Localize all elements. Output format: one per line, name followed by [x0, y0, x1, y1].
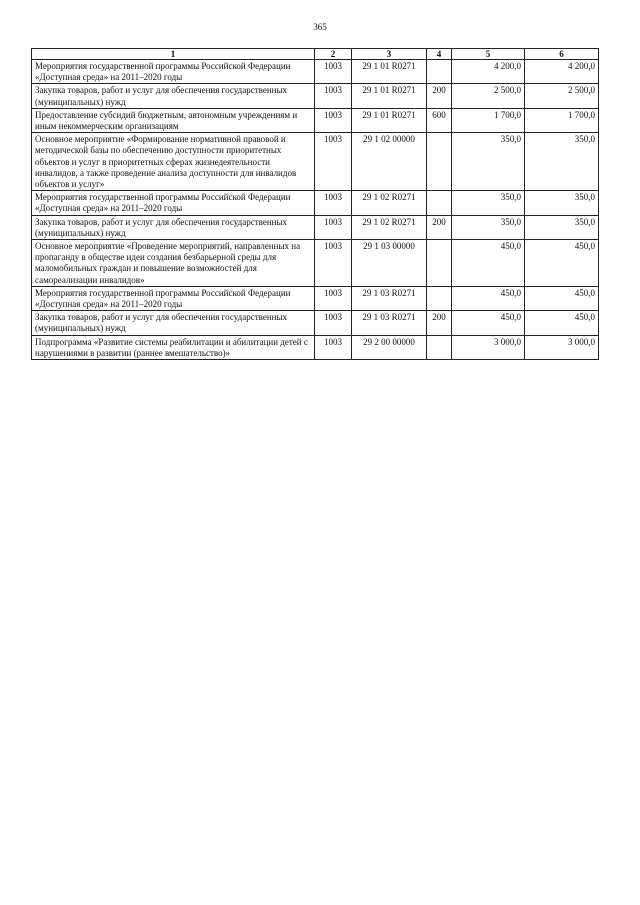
- row-name: Основное мероприятие «Проведение мероприятий, направленных на пропаганду в обществе идеи создания безбарьерной среды для маломобильных граждан и повышение возможностей для самореализации инвалидов»: [32, 240, 315, 287]
- row-expense-type: 200: [427, 215, 452, 239]
- row-expense-type: [427, 240, 452, 287]
- row-amount-2: 2 500,0: [525, 84, 599, 108]
- row-section: 1003: [315, 84, 352, 108]
- row-name: Мероприятия государственной программы Российской Федерации «Доступная среда» на 2011–2020 годы: [32, 286, 315, 310]
- row-name: Мероприятия государственной программы Российской Федерации «Доступная среда» на 2011–2020 годы: [32, 60, 315, 84]
- row-amount-1: 350,0: [452, 215, 525, 239]
- row-expense-type: 600: [427, 108, 452, 132]
- row-amount-1: 2 500,0: [452, 84, 525, 108]
- row-section: 1003: [315, 286, 352, 310]
- row-expense-type: [427, 286, 452, 310]
- page-number: 365: [313, 22, 327, 32]
- row-section: 1003: [315, 311, 352, 335]
- table-row: [32, 286, 599, 310]
- table-row: [32, 108, 599, 132]
- row-amount-1: 450,0: [452, 311, 525, 335]
- table-row: [32, 240, 599, 287]
- row-amount-2: 350,0: [525, 133, 599, 191]
- row-target-article: 29 1 02 00000: [352, 133, 427, 191]
- row-target-article: 29 1 03 00000: [352, 240, 427, 287]
- row-target-article: 29 1 02 R0271: [352, 215, 427, 239]
- row-section: 1003: [315, 335, 352, 359]
- row-target-article: 29 1 01 R0271: [352, 108, 427, 132]
- table-header-row: [32, 49, 599, 60]
- row-target-article: 29 1 02 R0271: [352, 191, 427, 215]
- row-target-article: 29 1 03 R0271: [352, 286, 427, 310]
- row-amount-2: 450,0: [525, 240, 599, 287]
- column-header-expense-type: 4: [427, 49, 452, 60]
- column-header-amount-2: 6: [525, 49, 599, 60]
- table-row: [32, 215, 599, 239]
- row-amount-1: 350,0: [452, 191, 525, 215]
- row-target-article: 29 2 00 00000: [352, 335, 427, 359]
- row-expense-type: 200: [427, 84, 452, 108]
- table-row: [32, 84, 599, 108]
- column-header-target-article: 3: [352, 49, 427, 60]
- row-target-article: 29 1 01 R0271: [352, 84, 427, 108]
- row-expense-type: [427, 191, 452, 215]
- row-section: 1003: [315, 133, 352, 191]
- table-row: [32, 311, 599, 335]
- table-row: [32, 133, 599, 191]
- row-amount-2: 450,0: [525, 311, 599, 335]
- row-name: Мероприятия государственной программы Российской Федерации «Доступная среда» на 2011–2020 годы: [32, 191, 315, 215]
- column-header-amount-1: 5: [452, 49, 525, 60]
- row-amount-2: 3 000,0: [525, 335, 599, 359]
- column-header-name: 1: [32, 49, 315, 60]
- row-target-article: 29 1 01 R0271: [352, 60, 427, 84]
- row-expense-type: [427, 60, 452, 84]
- column-header-section: 2: [315, 49, 352, 60]
- table-row: [32, 335, 599, 359]
- row-section: 1003: [315, 191, 352, 215]
- table-row: [32, 191, 599, 215]
- row-name: Подпрограмма «Развитие системы реабилитации и абилитации детей с нарушениями в развитии (раннее вмешательство)»: [32, 335, 315, 359]
- row-amount-2: 350,0: [525, 191, 599, 215]
- row-name: Предоставление субсидий бюджетным, автономным учреждениям и иным некоммерческим организациям: [32, 108, 315, 132]
- row-name: Закупка товаров, работ и услуг для обеспечения государственных (муниципальных) нужд: [32, 84, 315, 108]
- row-amount-2: 1 700,0: [525, 108, 599, 132]
- row-section: 1003: [315, 108, 352, 132]
- row-amount-2: 450,0: [525, 286, 599, 310]
- row-amount-1: 350,0: [452, 133, 525, 191]
- row-amount-1: 450,0: [452, 240, 525, 287]
- row-expense-type: [427, 133, 452, 191]
- row-name: Основное мероприятие «Формирование нормативной правовой и методической базы по обеспечению доступности приоритетных объектов и услуг в приоритетных сферах жизнедеятельности инвалидов, а также проведение анализа доступности для инвалидов объектов и услуг»: [32, 133, 315, 191]
- row-section: 1003: [315, 215, 352, 239]
- row-amount-2: 4 200,0: [525, 60, 599, 84]
- row-name: Закупка товаров, работ и услуг для обеспечения государственных (муниципальных) нужд: [32, 215, 315, 239]
- row-amount-1: 450,0: [452, 286, 525, 310]
- row-amount-1: 3 000,0: [452, 335, 525, 359]
- row-section: 1003: [315, 60, 352, 84]
- row-expense-type: 200: [427, 311, 452, 335]
- budget-table: [31, 48, 599, 360]
- row-amount-1: 1 700,0: [452, 108, 525, 132]
- row-expense-type: [427, 335, 452, 359]
- row-section: 1003: [315, 240, 352, 287]
- row-amount-2: 350,0: [525, 215, 599, 239]
- row-target-article: 29 1 03 R0271: [352, 311, 427, 335]
- table-row: [32, 60, 599, 84]
- row-amount-1: 4 200,0: [452, 60, 525, 84]
- row-name: Закупка товаров, работ и услуг для обеспечения государственных (муниципальных) нужд: [32, 311, 315, 335]
